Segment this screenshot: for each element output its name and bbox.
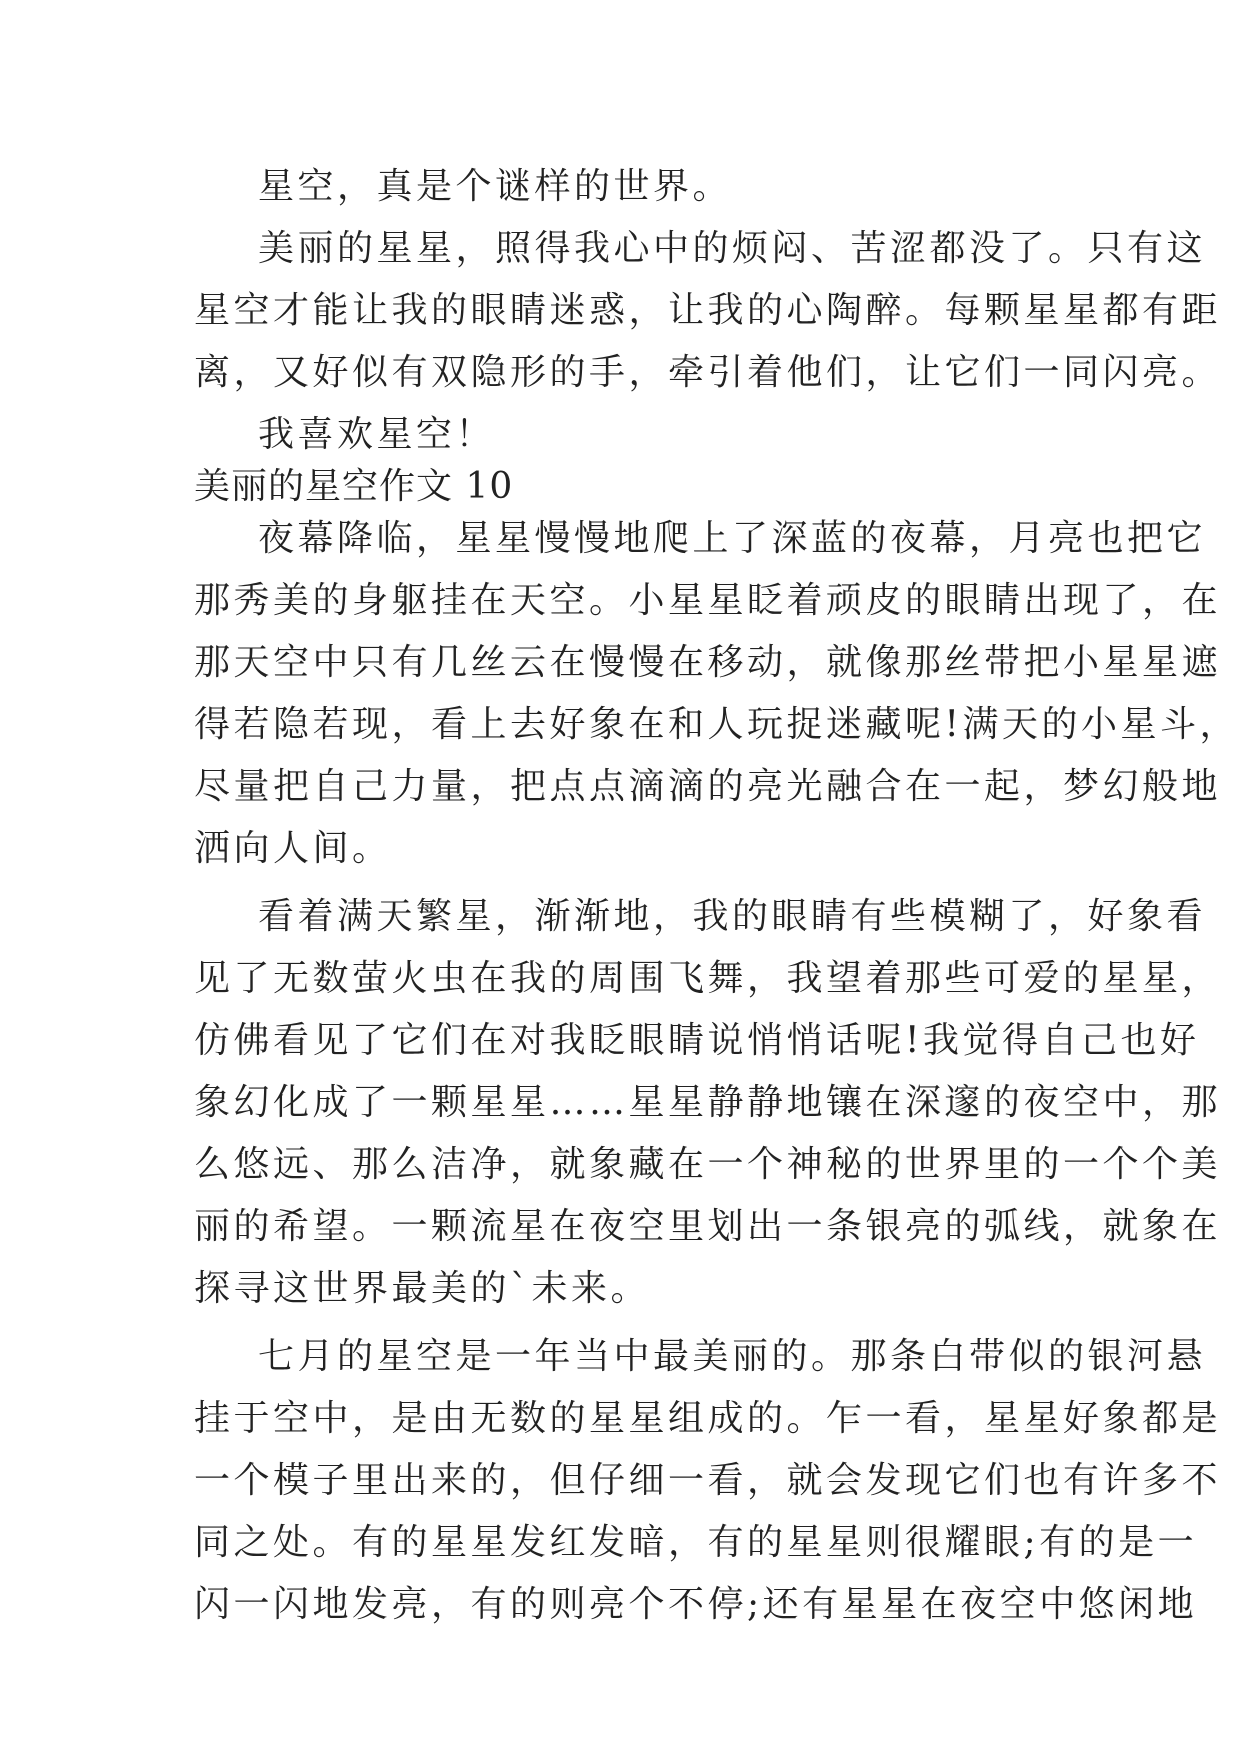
paragraph-line: 象幻化成了一颗星星……星星静静地镶在深邃的夜空中，那 [194,1082,1222,1123]
paragraph-line: 丽的希望。一颗流星在夜空里划出一条银亮的弧线，就象在 [194,1206,1222,1247]
paragraph-line: 我喜欢星空！ [258,414,496,455]
paragraph-line: 夜幕降临，星星慢慢地爬上了深蓝的夜幕，月亮也把它 [258,518,1207,559]
paragraph-line: 么悠远、那么洁净，就象藏在一个神秘的世界里的一个个美 [194,1144,1222,1185]
paragraph-line: 星空，真是个谜样的世界。 [258,166,733,207]
section-heading: 美丽的星空作文 10 [194,466,514,507]
paragraph-line: 闪一闪地发亮，有的则亮个不停;还有星星在夜空中悠闲地 [194,1584,1198,1625]
paragraph-line: 仿佛看见了它们在对我眨眼睛说悄悄话呢!我觉得自己也好 [194,1020,1200,1061]
paragraph-line: 探寻这世界最美的`未来。 [194,1268,651,1309]
paragraph-line: 星空才能让我的眼睛迷惑，让我的心陶醉。每颗星星都有距 [194,290,1222,331]
paragraph-line: 同之处。有的星星发红发暗，有的星星则很耀眼;有的是一 [194,1522,1198,1563]
paragraph-line: 美丽的星星，照得我心中的烦闷、苦涩都没了。只有这 [258,228,1207,269]
paragraph-line: 见了无数萤火虫在我的周围飞舞，我望着那些可爱的星星， [194,958,1222,999]
paragraph-line: 挂于空中，是由无数的星星组成的。乍一看，星星好象都是 [194,1398,1222,1439]
paragraph-line: 七月的星空是一年当中最美丽的。那条白带似的银河悬 [258,1336,1207,1377]
paragraph-line: 得若隐若现，看上去好象在和人玩捉迷藏呢!满天的小星斗， [194,704,1239,745]
paragraph-line: 一个模子里出来的，但仔细一看，就会发现它们也有许多不 [194,1460,1222,1501]
paragraph-line: 离，又好似有双隐形的手，牵引着他们，让它们一同闪亮。 [194,352,1222,393]
paragraph-line: 那天空中只有几丝云在慢慢在移动，就像那丝带把小星星遮 [194,642,1222,683]
paragraph-line: 洒向人间。 [194,828,392,869]
paragraph-line: 那秀美的身躯挂在天空。小星星眨着顽皮的眼睛出现了，在 [194,580,1222,621]
paragraph-line: 看着满天繁星，渐渐地，我的眼睛有些模糊了，好象看 [258,896,1207,937]
paragraph-line: 尽量把自己力量，把点点滴滴的亮光融合在一起，梦幻般地 [194,766,1222,807]
